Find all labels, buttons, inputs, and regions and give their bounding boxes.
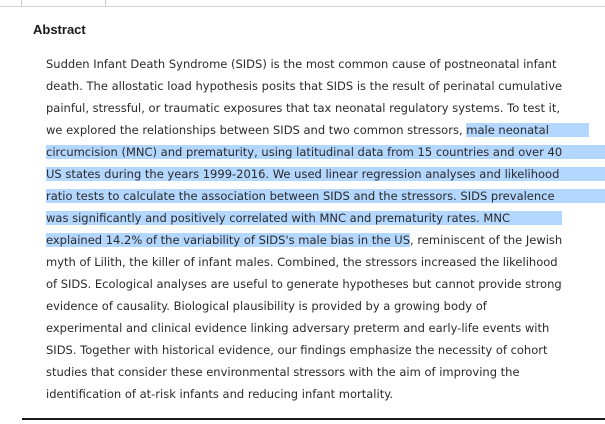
selected-text: male neonatal	[466, 123, 589, 137]
abstract-text[interactable]	[46, 53, 605, 405]
line-text: painful, stressful, or traumatic exposures that tax neonatal regulatory systems. To test it,	[46, 101, 560, 115]
selected-text: ratio tests to calculate the association between SIDS and the stressors. SIDS prevalence	[46, 189, 605, 203]
line-text: Sudden Infant Death Syndrome (SIDS) is the most common cause of postneonatal infant	[46, 57, 557, 71]
selected-text: was significantly and positively correlated with MNC and prematurity rates. MNC	[46, 211, 562, 225]
top-divider	[0, 0, 605, 7]
abstract-line-15	[46, 361, 605, 383]
abstract-line-6	[46, 163, 605, 185]
abstract-line-1	[46, 53, 605, 75]
abstract-line-16	[46, 383, 605, 405]
line-text: of SIDS. Ecological analyses are useful to generate hypotheses but cannot provide strong	[46, 277, 562, 291]
abstract-line-3	[46, 97, 605, 119]
line-text: identification of at-risk infants and reducing infant mortality.	[46, 387, 394, 401]
abstract-heading: Abstract	[33, 22, 86, 37]
abstract-line-13	[46, 317, 605, 339]
selected-text: circumcision (MNC) and prematurity, using latitudinal data from 15 countries and over 40	[46, 145, 605, 159]
abstract-line-14	[46, 339, 605, 361]
abstract-line-4	[46, 119, 605, 141]
line-text: death. The allostatic load hypothesis posits that SIDS is the result of perinatal cumulative	[46, 79, 563, 93]
abstract-line-11	[46, 273, 605, 295]
tab-edge-right	[105, 0, 106, 6]
line-text: myth of Lilith, the killer of infant males. Combined, the stressors increased the likelihood	[46, 255, 558, 269]
line-text: , reminiscent of the Jewish	[410, 233, 563, 247]
abstract-line-8	[46, 207, 605, 229]
bottom-divider	[22, 418, 605, 420]
line-text: we explored the relationships between SIDS and two common stressors,	[46, 123, 467, 137]
abstract-line-2	[46, 75, 605, 97]
abstract-line-5	[46, 141, 605, 163]
abstract-line-9	[46, 229, 605, 251]
tab-edge-left	[21, 0, 22, 6]
line-text: studies that consider these environmental stressors with the aim of improving the	[46, 365, 520, 379]
abstract-line-10	[46, 251, 605, 273]
selected-text: explained 14.2% of the variability of SIDS's male bias in the US	[46, 233, 411, 247]
line-text: SIDS. Together with historical evidence, our findings emphasize the necessity of cohort	[46, 343, 548, 357]
abstract-line-12	[46, 295, 605, 317]
abstract-line-7	[46, 185, 605, 207]
selected-text: US states during the years 1999-2016. We used linear regression analyses and likelihood	[46, 167, 605, 181]
line-text: evidence of causality. Biological plausibility is provided by a growing body of	[46, 299, 487, 313]
line-text: experimental and clinical evidence linking adversary preterm and early-life events with	[46, 321, 550, 335]
